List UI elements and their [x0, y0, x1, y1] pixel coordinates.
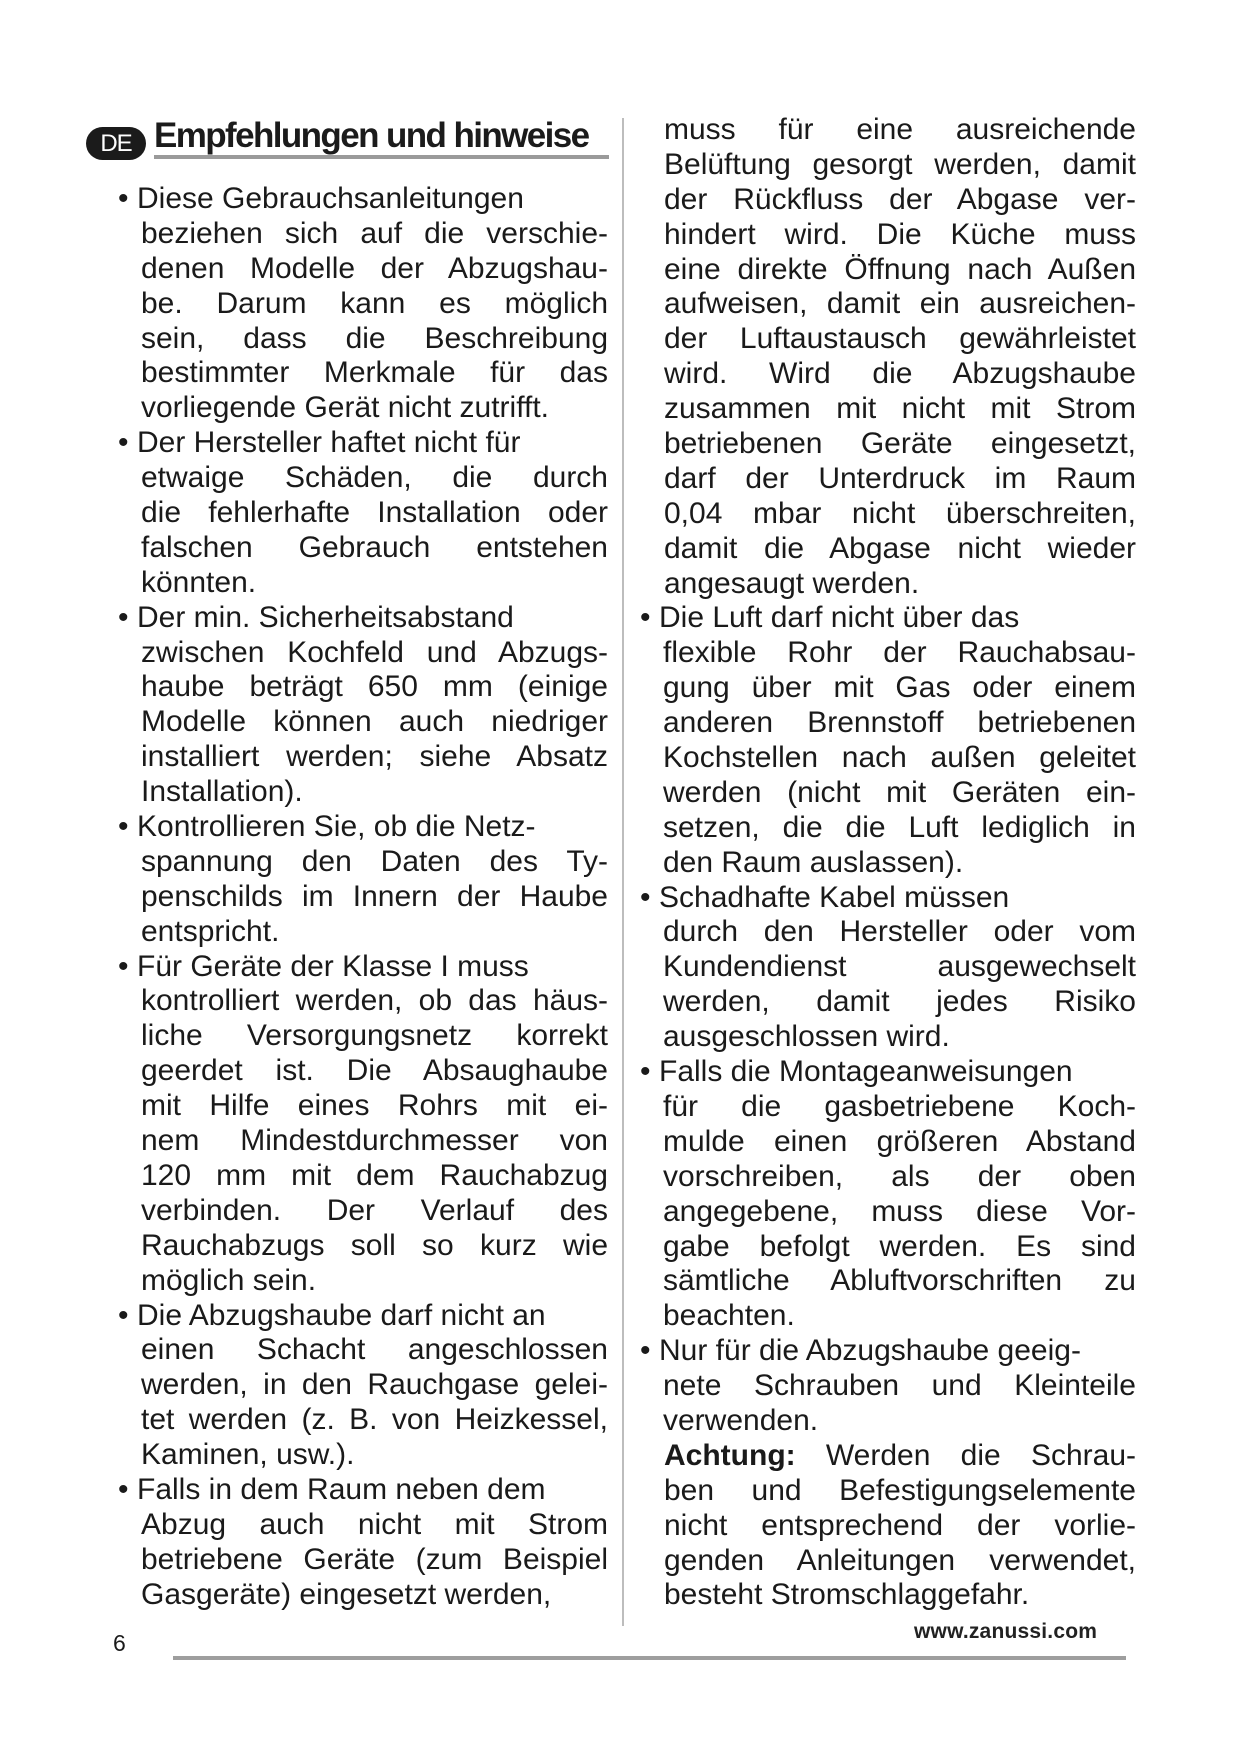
text-line	[118, 601, 608, 636]
text-line: sämtliche Abluftvorschriften zu	[663, 1264, 1136, 1298]
text-line: Kundendienst ausgewechselt	[663, 950, 1136, 984]
bullet-marker: •	[118, 949, 129, 983]
text-line: muss für eine ausreichende	[664, 113, 1136, 146]
text-line: bestimmter Merkmale für das	[141, 356, 608, 390]
bullet-text: Falls die Montageanweisungen	[659, 1055, 1073, 1089]
text-line: mulde einen größeren Abstand	[663, 1124, 1136, 1158]
text-line: tet werden (z. B. von Heizkessel,	[141, 1403, 608, 1437]
text-line: nicht entsprechend der vorlie-	[664, 1508, 1136, 1542]
text-line: damit die Abgase nicht wieder	[664, 531, 1136, 565]
text-line: 0,04 mbar nicht überschreiten,	[664, 496, 1136, 530]
text-line	[640, 601, 1136, 636]
bullet-item	[118, 950, 608, 1299]
text-line: eine direkte Öffnung nach Außen	[664, 252, 1136, 286]
text-line: zwischen Kochfeld und Abzugs-	[141, 635, 608, 669]
bullet-text: Für Geräte der Klasse I muss	[137, 949, 529, 983]
bullet-marker: •	[118, 1298, 129, 1332]
text-line: darf der Unterdruck im Raum	[664, 461, 1136, 495]
text-line: liche Versorgungsnetz korrekt	[141, 1019, 608, 1053]
text-line: vorliegende Gerät nicht zutrifft.	[141, 391, 549, 425]
text-line: für die gasbetriebene Koch-	[663, 1089, 1136, 1123]
text-line	[118, 1473, 608, 1508]
text-line: zusammen mit nicht mit Strom	[664, 392, 1136, 426]
text-line: werden (nicht mit Geräten ein-	[663, 775, 1136, 809]
bullet-item	[640, 1055, 1136, 1334]
bullet-item	[640, 1334, 1136, 1439]
language-badge: DE	[86, 127, 146, 160]
text-line: gabe befolgt werden. Es sind	[663, 1229, 1136, 1263]
column-divider	[622, 118, 624, 1626]
text-line: nete Schrauben und Kleinteile	[663, 1369, 1136, 1403]
bullet-marker: •	[640, 601, 651, 635]
bullet-marker: •	[118, 810, 129, 844]
text-line: nem Mindestdurchmesser von	[141, 1124, 608, 1158]
text-line: ausgeschlossen wird.	[663, 1020, 950, 1054]
text-line	[118, 1299, 608, 1334]
bullet-item	[640, 601, 1136, 880]
bullet-text: Die Abzugshaube darf nicht an	[137, 1298, 546, 1332]
text-line: flexible Rohr der Rauchabsau-	[663, 636, 1136, 670]
text-line: mit Hilfe eines Rohrs mit ei-	[141, 1089, 608, 1123]
text-line: Rauchabzugs soll so kurz wie	[141, 1228, 608, 1262]
bullet-text: Nur für die Abzugshaube geeig-	[659, 1334, 1081, 1368]
text-line: entspricht.	[141, 914, 280, 948]
text-line: Modelle können auch niedriger	[141, 705, 608, 739]
continuation-paragraph	[660, 113, 1136, 601]
bullet-marker: •	[640, 1055, 651, 1089]
bullet-item	[118, 601, 608, 810]
text-line: anderen Brennstoff betriebenen	[663, 706, 1136, 740]
page-number: 6	[113, 1630, 126, 1656]
text-line: setzen, die die Luft lediglich in	[663, 810, 1136, 844]
text-line: Installation).	[141, 775, 303, 809]
bullet-marker: •	[118, 426, 129, 460]
text-line: genden Anleitungen verwendet,	[664, 1543, 1136, 1577]
text-line: wird. Wird die Abzugshaube	[664, 357, 1136, 391]
bullet-text: Der min. Sicherheitsabstand	[137, 600, 514, 634]
bullet-item	[118, 810, 608, 950]
bullet-marker: •	[640, 880, 651, 914]
text-line: betriebene Geräte (zum Beispiel	[141, 1542, 608, 1576]
text-line: Belüftung gesorgt werden, damit	[664, 147, 1136, 181]
text-line: denen Modelle der Abzugshau-	[141, 251, 608, 285]
text-line: werden, in den Rauchgase gelei-	[141, 1368, 608, 1402]
bullet-item	[118, 1473, 608, 1613]
footer-url: www.zanussi.com	[914, 1620, 1098, 1643]
warning-paragraph	[660, 1439, 1136, 1613]
bullet-marker: •	[118, 600, 129, 634]
text-line: Kochstellen nach außen geleitet	[663, 741, 1136, 775]
text-line	[118, 426, 608, 461]
text-line: möglich sein.	[141, 1263, 317, 1297]
title-underline	[154, 155, 609, 159]
text-line	[640, 1334, 1136, 1369]
text-line: der Luftaustausch gewährleistet	[664, 322, 1136, 356]
text-line: die fehlerhafte Installation oder	[141, 496, 608, 530]
bullet-text: Falls in dem Raum neben dem	[137, 1472, 546, 1506]
text-line: beziehen sich auf die verschie-	[141, 216, 608, 250]
text-line: durch den Hersteller oder vom	[663, 915, 1136, 949]
text-line: Abzug auch nicht mit Strom	[141, 1507, 608, 1541]
text-line: Kaminen, usw.).	[141, 1438, 355, 1472]
text-line: Gasgeräte) eingesetzt werden,	[141, 1577, 552, 1611]
bullet-text: Schadhafte Kabel müssen	[659, 880, 1010, 914]
text-line: 120 mm mit dem Rauchabzug	[141, 1158, 608, 1192]
left-column	[118, 182, 608, 1613]
warning-label: Achtung:	[664, 1438, 796, 1472]
text-line: angegebene, muss diese Vor-	[663, 1194, 1136, 1228]
text-line: den Raum auslassen).	[663, 845, 964, 879]
bullet-text: Die Luft darf nicht über das	[659, 601, 1020, 635]
section-title: Empfehlungen und hinweise	[154, 116, 589, 155]
footer-rule	[173, 1656, 1126, 1660]
bullet-marker: •	[118, 1472, 129, 1506]
bullet-marker: •	[118, 182, 129, 215]
text-line: installiert werden; siehe Absatz	[141, 740, 608, 774]
bullet-item	[118, 1299, 608, 1473]
text-line	[118, 182, 608, 217]
text-line: könnten.	[141, 565, 257, 599]
text-line: einen Schacht angeschlossen	[141, 1333, 608, 1367]
text-line: verbinden. Der Verlauf des	[141, 1193, 608, 1227]
text-line: vorschreiben, als der oben	[663, 1159, 1136, 1193]
bullet-text: Der Hersteller haftet nicht für	[137, 426, 521, 460]
text-line: ben und Befestigungselemente	[664, 1473, 1136, 1507]
text-line: spannung den Daten des Ty-	[141, 844, 608, 878]
text-line	[118, 950, 608, 985]
text-line	[660, 1439, 1136, 1474]
warning-text: Werden die Schrau-	[825, 1438, 1136, 1472]
text-line: kontrolliert werden, ob das häus-	[141, 984, 608, 1018]
bullet-item	[118, 182, 608, 426]
text-line: haube beträgt 650 mm (einige	[141, 670, 608, 704]
text-line: besteht Stromschlaggefahr.	[664, 1578, 1030, 1612]
text-line: sein, dass die Beschreibung	[141, 321, 608, 355]
text-line: aufweisen, damit ein ausreichen-	[664, 287, 1136, 321]
text-line: falschen Gebrauch entstehen	[141, 530, 608, 564]
text-line: betriebenen Geräte eingesetzt,	[664, 427, 1136, 461]
text-line: der Rückfluss der Abgase ver-	[664, 182, 1136, 216]
text-line: angesaugt werden.	[664, 566, 920, 600]
text-line	[640, 1055, 1136, 1090]
text-line: penschilds im Innern der Haube	[141, 879, 608, 913]
bullet-item	[640, 881, 1136, 1055]
text-line: be. Darum kann es möglich	[141, 286, 608, 320]
bullet-text: Diese Gebrauchsanleitungen	[137, 182, 524, 215]
text-line: hindert wird. Die Küche muss	[664, 217, 1136, 251]
right-bullet-list	[640, 601, 1136, 1438]
right-column	[640, 113, 1136, 1613]
text-line: geerdet ist. Die Absaughaube	[141, 1054, 608, 1088]
text-line	[118, 810, 608, 845]
bullet-marker: •	[640, 1334, 651, 1368]
bullet-text: Kontrollieren Sie, ob die Netz-	[137, 810, 536, 844]
text-line: werden, damit jedes Risiko	[663, 985, 1136, 1019]
text-line: etwaige Schäden, die durch	[141, 461, 608, 495]
text-line: gung über mit Gas oder einem	[663, 671, 1136, 705]
text-line: beachten.	[663, 1299, 795, 1333]
bullet-item	[118, 426, 608, 600]
text-line	[640, 881, 1136, 916]
text-line: verwenden.	[663, 1403, 819, 1437]
